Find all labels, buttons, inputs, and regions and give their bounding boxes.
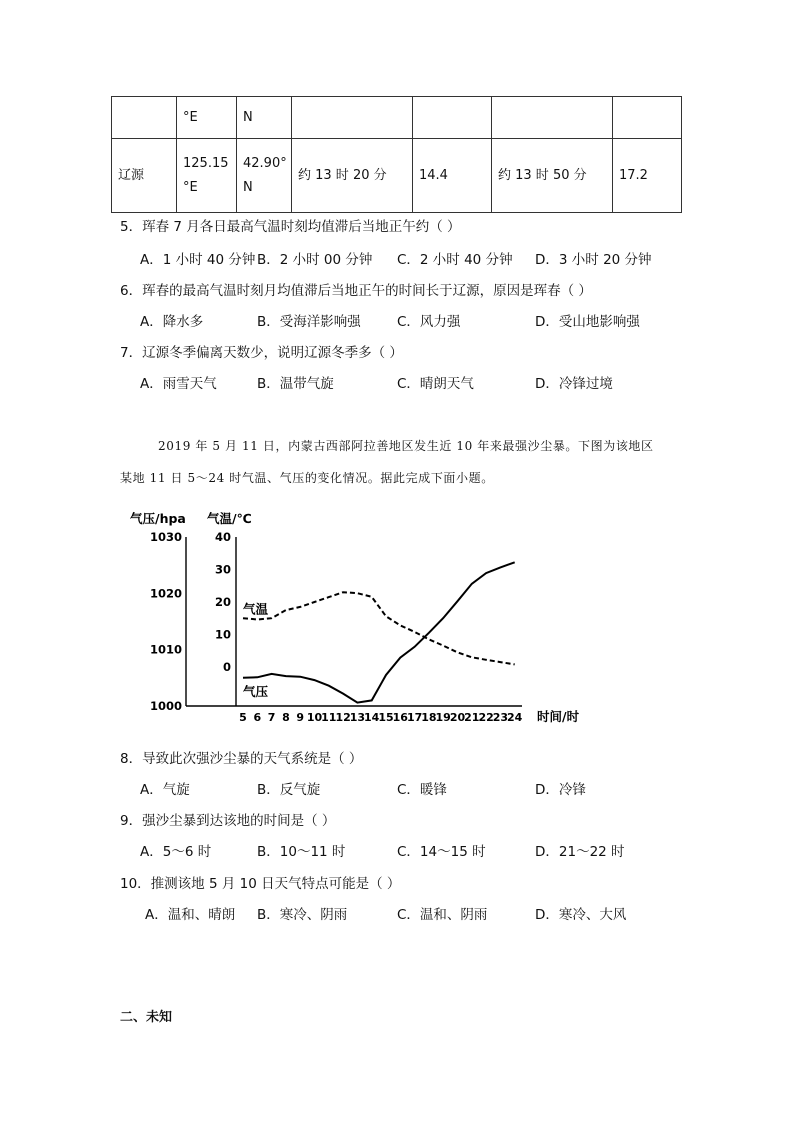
table-cell: 14.4 xyxy=(413,139,492,213)
x-tick-label: 20 xyxy=(449,711,466,724)
x-tick-label: 8 xyxy=(282,711,290,724)
table-cell: 约 13 时 50 分 xyxy=(492,139,613,213)
table-cell xyxy=(413,97,492,139)
question-stem: 6．珲春的最高气温时刻月均值滞后当地正午的时间长于辽源，原因是珲春（ ） xyxy=(120,283,592,299)
pressure-series-label: 气压 xyxy=(243,683,269,699)
pressure-tick-label: 1030 xyxy=(149,530,182,544)
weather-chart xyxy=(130,505,600,730)
x-axis-label: 时间/时 xyxy=(537,709,580,724)
table-cell: N xyxy=(237,97,292,139)
option: A．雨雪天气 xyxy=(140,376,217,392)
option: B．10～11 时 xyxy=(257,844,346,860)
pressure-tick-label: 1020 xyxy=(149,586,182,601)
x-tick-label: 9 xyxy=(296,711,305,724)
pressure-tick-label: 1000 xyxy=(149,699,182,713)
option: D．冷锋 xyxy=(535,782,586,798)
x-tick-label: 22 xyxy=(478,711,494,724)
table-cell: 17.2 xyxy=(613,139,682,213)
option: A．5～6 时 xyxy=(140,844,212,860)
x-tick-label: 7 xyxy=(267,711,276,724)
x-tick-label: 13 xyxy=(349,711,366,724)
option: B．温带气旋 xyxy=(257,376,334,392)
table-cell: °E xyxy=(177,97,237,139)
temperature-tick-label: 40 xyxy=(214,530,231,544)
x-tick-label: 5 xyxy=(239,711,247,724)
option: B．寒冷、阴雨 xyxy=(257,907,348,923)
question-stem: 9．强沙尘暴到达该地的时间是（ ） xyxy=(120,813,336,829)
x-tick-label: 12 xyxy=(335,711,351,724)
option: D．冷锋过境 xyxy=(535,376,613,392)
section-title: 二、未知 xyxy=(120,1010,173,1025)
question-stem: 5．珲春 7 月各日最高气温时刻均值滞后当地正午约（ ） xyxy=(120,219,461,235)
question-stem: 7．辽源冬季偏离天数少，说明辽源冬季多（ ） xyxy=(120,345,403,361)
option: A．温和、晴朗 xyxy=(145,907,236,923)
option: D．21～22 时 xyxy=(535,844,625,860)
table-cell xyxy=(613,97,682,139)
table-row xyxy=(112,139,682,213)
temperature-tick-label: 10 xyxy=(214,627,231,642)
x-tick-label: 16 xyxy=(392,711,408,724)
table-row xyxy=(112,97,682,139)
pressure-axis-label: 气压/hpa xyxy=(130,511,186,526)
option: C．晴朗天气 xyxy=(397,376,474,392)
intro-line-2: 某地 11 日 5～24 时气温、气压的变化情况。据此完成下面小题。 xyxy=(120,471,494,485)
table-cell xyxy=(292,97,413,139)
table-cell: 42.90° N xyxy=(237,139,292,213)
temperature-axis-label: 气温/℃ xyxy=(207,511,252,526)
x-tick-label: 23 xyxy=(492,711,509,724)
x-tick-label: 14 xyxy=(364,711,380,724)
option: B．受海洋影响强 xyxy=(257,314,361,330)
x-tick-label: 10 xyxy=(306,711,323,724)
x-tick-label: 24 xyxy=(507,711,523,724)
option: B．2 小时 00 分钟 xyxy=(257,252,373,268)
temperature-tick-label: 20 xyxy=(214,595,231,609)
temperature-tick-label: 0 xyxy=(222,660,231,674)
x-tick-label: 17 xyxy=(406,711,423,724)
question-stem: 8．导致此次强沙尘暴的天气系统是（ ） xyxy=(120,751,363,767)
x-tick-label: 11 xyxy=(321,711,337,724)
x-tick-label: 18 xyxy=(421,711,437,724)
x-tick-label: 19 xyxy=(435,711,451,724)
option: C．14～15 时 xyxy=(397,844,486,860)
option: C．风力强 xyxy=(397,314,461,330)
option: A．气旋 xyxy=(140,782,190,798)
option: A．降水多 xyxy=(140,314,204,330)
data-table xyxy=(111,96,682,213)
option: C．2 小时 40 分钟 xyxy=(397,252,513,268)
pressure-line xyxy=(243,562,515,702)
table-cell: 125.15 °E xyxy=(177,139,237,213)
option: C．温和、阴雨 xyxy=(397,907,488,923)
intro-line-1: 2019 年 5 月 11 日，内蒙古西部阿拉善地区发生近 10 年来最强沙尘暴。下图为该地区 xyxy=(158,439,654,453)
temperature-series-label: 气温 xyxy=(243,601,269,617)
x-tick-label: 6 xyxy=(253,711,262,724)
option: C．暖锋 xyxy=(397,782,447,798)
table-cell xyxy=(492,97,613,139)
x-tick-label: 15 xyxy=(378,711,394,724)
x-tick-label: 21 xyxy=(464,711,480,724)
option: B．反气旋 xyxy=(257,782,321,798)
temperature-tick-label: 30 xyxy=(214,562,231,577)
pressure-tick-label: 1010 xyxy=(149,642,182,657)
table-cell xyxy=(112,97,177,139)
option: D．3 小时 20 分钟 xyxy=(535,252,652,268)
option: D．寒冷、大风 xyxy=(535,907,627,923)
table-cell: 辽源 xyxy=(112,139,177,213)
option: D．受山地影响强 xyxy=(535,314,640,330)
temperature-line xyxy=(243,592,515,664)
table-cell: 约 13 时 20 分 xyxy=(292,139,413,213)
question-stem: 10．推测该地 5 月 10 日天气特点可能是（ ） xyxy=(120,876,401,892)
option: A．1 小时 40 分钟 xyxy=(140,252,256,268)
